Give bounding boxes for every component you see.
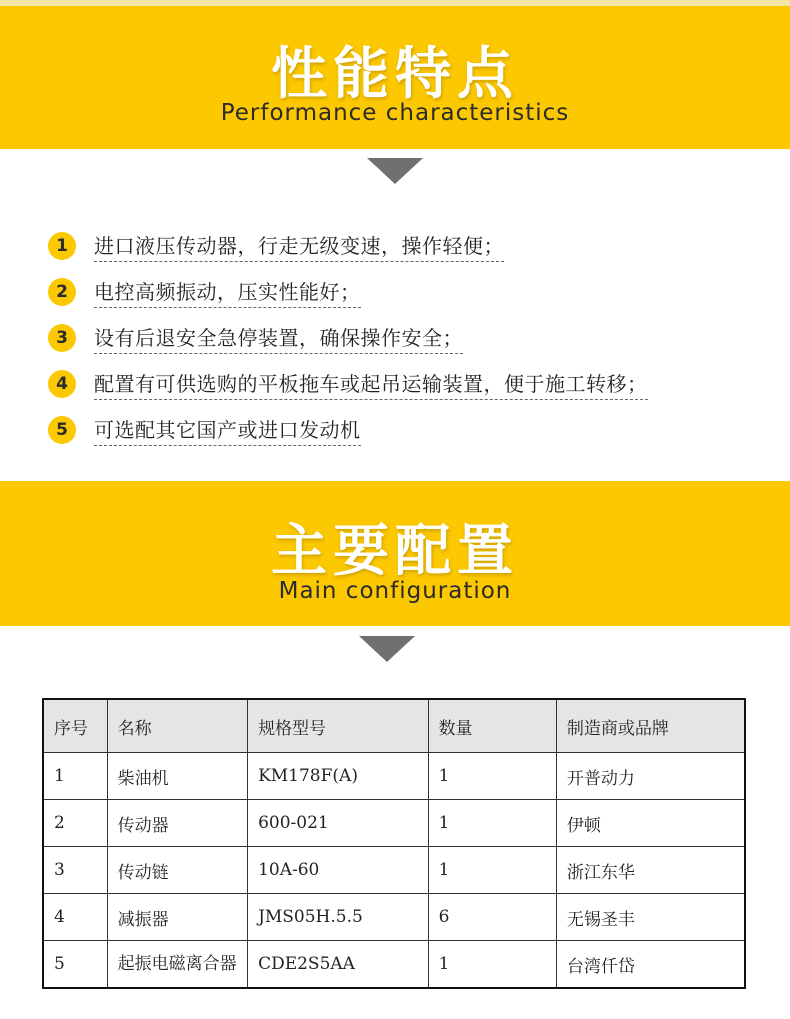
feature-text: 配置有可供选购的平板拖车或起吊运输装置，便于施工转移；: [94, 368, 648, 400]
configuration-title: 主要配置: [271, 519, 519, 584]
feature-text: 进口液压传动器，行走无级变速，操作轻便；: [94, 230, 504, 262]
performance-subtitle: Performance characteristics: [220, 100, 570, 126]
cell-index: 4: [43, 894, 107, 941]
cell-quantity: 1: [428, 753, 556, 800]
performance-banner: [0, 6, 790, 149]
cell-model: KM178F(A): [248, 753, 429, 800]
feature-text: 设有后退安全急停装置，确保操作安全；: [94, 322, 463, 354]
header-model: 规格型号: [248, 699, 429, 753]
feature-item: [48, 364, 768, 410]
header-index: 序号: [43, 699, 107, 753]
table-row: [43, 753, 745, 800]
cell-name: 减振器: [107, 894, 247, 941]
cell-quantity: 1: [428, 800, 556, 847]
cell-index: 3: [43, 847, 107, 894]
feature-text: 可选配其它国产或进口发动机: [94, 414, 361, 446]
number-badge: 4: [48, 370, 76, 398]
cell-model: CDE2S5AA: [248, 941, 429, 989]
cell-index: 1: [43, 753, 107, 800]
table-row: [43, 800, 745, 847]
cell-quantity: 6: [428, 894, 556, 941]
configuration-banner: [0, 481, 790, 626]
arrow-down-icon: [359, 636, 415, 662]
cell-name: 起振电磁离合器: [107, 941, 247, 989]
table-row: [43, 941, 745, 989]
arrow-down-icon: [367, 158, 423, 184]
cell-index: 2: [43, 800, 107, 847]
header-name: 名称: [107, 699, 247, 753]
cell-index: 5: [43, 941, 107, 989]
header-quantity: 数量: [428, 699, 556, 753]
feature-list: [48, 226, 768, 456]
cell-model: 600-021: [248, 800, 429, 847]
header-brand: 制造商或品牌: [556, 699, 745, 753]
feature-text: 电控高频振动，压实性能好；: [94, 276, 361, 308]
number-badge: 2: [48, 278, 76, 306]
cell-model: JMS05H.5.5: [248, 894, 429, 941]
table-row: [43, 847, 745, 894]
configuration-table: [42, 698, 746, 989]
cell-name: 传动器: [107, 800, 247, 847]
number-badge: 1: [48, 232, 76, 260]
feature-item: [48, 226, 768, 272]
cell-brand: 台湾仟岱: [556, 941, 745, 989]
cell-quantity: 1: [428, 847, 556, 894]
cell-model: 10A-60: [248, 847, 429, 894]
cell-brand: 浙江东华: [556, 847, 745, 894]
cell-brand: 无锡圣丰: [556, 894, 745, 941]
cell-name: 传动链: [107, 847, 247, 894]
feature-item: [48, 410, 768, 456]
cell-brand: 开普动力: [556, 753, 745, 800]
cell-brand: 伊顿: [556, 800, 745, 847]
feature-item: [48, 318, 768, 364]
table-header-row: [43, 699, 745, 753]
number-badge: 3: [48, 324, 76, 352]
configuration-subtitle: Main configuration: [278, 578, 512, 604]
number-badge: 5: [48, 416, 76, 444]
feature-item: [48, 272, 768, 318]
performance-title: 性能特点: [271, 42, 519, 107]
cell-name: 柴油机: [107, 753, 247, 800]
cell-quantity: 1: [428, 941, 556, 989]
table-row: [43, 894, 745, 941]
